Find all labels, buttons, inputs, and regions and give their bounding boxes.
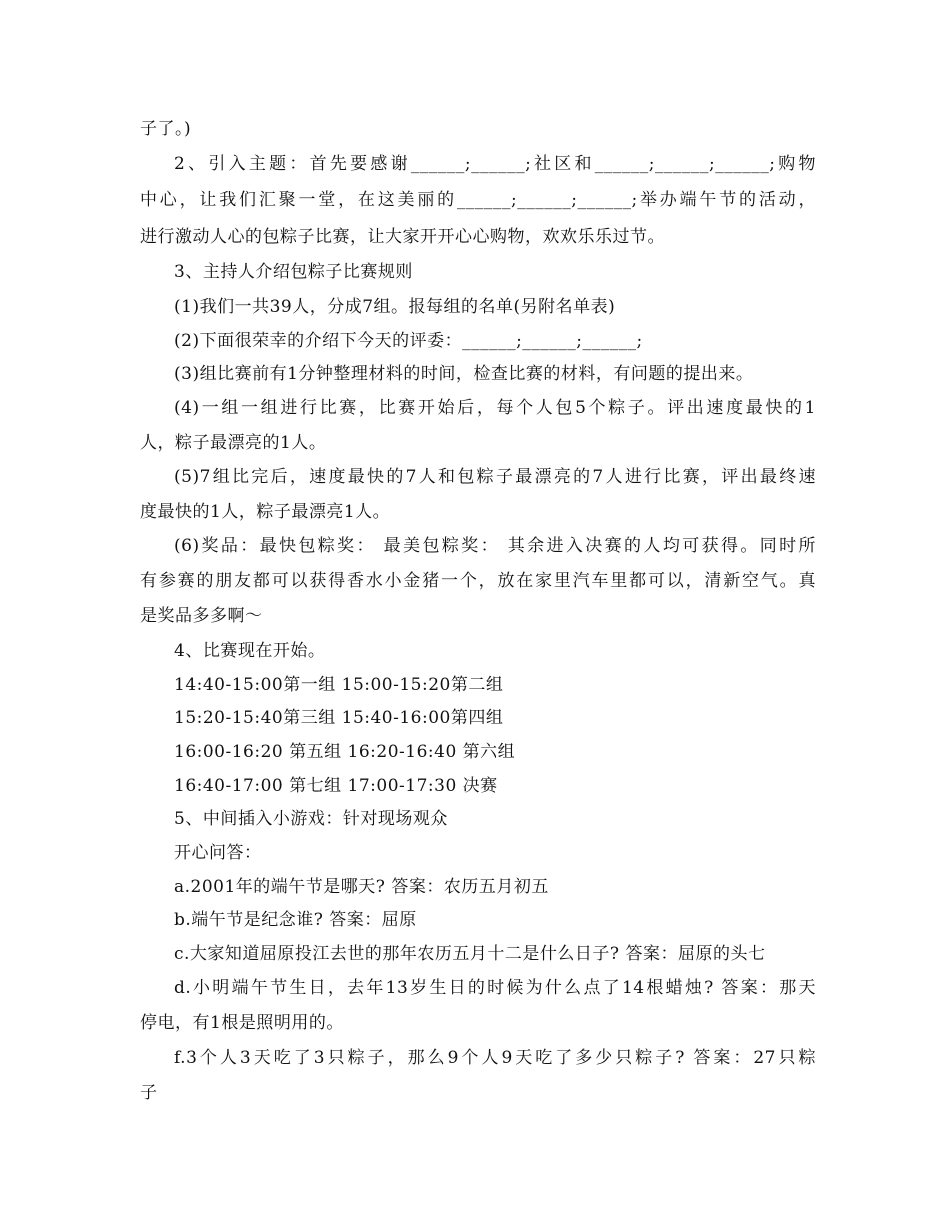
schedule-line: 15:20-15:40第三组 15:40-16:00第四组: [174, 708, 504, 728]
section-heading: 4、比赛现在开始。: [174, 641, 326, 661]
section-heading: 5、中间插入小游戏：针对现场观众: [174, 809, 448, 829]
schedule-line: 16:00-16:20 第五组 16:20-16:40 第六组: [174, 742, 516, 762]
list-item: (4)一组一组进行比赛，比赛开始后，每个人包5个粽子。评出速度最快的1: [174, 398, 816, 418]
quiz-item: f.3个人3天吃了3只粽子，那么9个人9天吃了多少只粽子? 答案：27只粽: [174, 1048, 816, 1068]
quiz-item: d.小明端午节生日，去年13岁生日的时候为什么点了14根蜡烛? 答案：那天: [174, 978, 816, 998]
schedule-line: 14:40-15:00第一组 15:00-15:20第二组: [174, 675, 504, 695]
paragraph-line: 人，粽子最漂亮的1人。: [140, 433, 327, 453]
list-item: (2)下面很荣幸的介绍下今天的评委：______;______;______;: [174, 331, 643, 351]
quiz-item: b.端午节是纪念谁? 答案：屈原: [174, 910, 417, 930]
paragraph-line: 开心问答：: [174, 843, 262, 863]
paragraph-line: 度最快的1人，粽子最漂亮1人。: [140, 502, 391, 522]
paragraph-line: 有参赛的朋友都可以获得香水小金猪一个，放在家里汽车里都可以，清新空气。真: [140, 571, 816, 591]
list-item: (3)组比赛前有1分钟整理材料的时间，检查比赛的材料，有问题的提出来。: [174, 364, 754, 384]
quiz-item: c.大家知道屈原投江去世的那年农历五月十二是什么日子? 答案：屈原的头七: [174, 944, 766, 964]
paragraph-line: 子: [140, 1083, 158, 1103]
paragraph-line: 中心，让我们汇聚一堂，在这美丽的______;______;______;举办端午节的活动，: [140, 190, 816, 210]
paragraph-line: 停电，有1根是照明用的。: [140, 1013, 344, 1033]
paragraph-line: 2、引入主题：首先要感谢______;______;社区和______;______;______;购物: [174, 154, 816, 174]
quiz-item: a.2001年的端午节是哪天? 答案：农历五月初五: [174, 877, 549, 897]
paragraph-line: 是奖品多多啊～: [140, 606, 263, 626]
paragraph-line: 子了。): [140, 119, 192, 139]
list-item: (5)7组比完后，速度最快的7人和包粽子最漂亮的7人进行比赛，评出最终速: [174, 467, 816, 487]
schedule-line: 16:40-17:00 第七组 17:00-17:30 决赛: [174, 776, 498, 796]
paragraph-line: 进行激动人心的包粽子比赛，让大家开开心心购物，欢欢乐乐过节。: [140, 227, 665, 247]
section-heading: 3、主持人介绍包粽子比赛规则: [174, 262, 413, 282]
list-item: (6)奖品：最快包粽奖： 最美包粽奖： 其余进入决赛的人均可获得。同时所: [174, 536, 816, 556]
list-item: (1)我们一共39人，分成7组。报每组的名单(另附名单表): [174, 297, 616, 317]
